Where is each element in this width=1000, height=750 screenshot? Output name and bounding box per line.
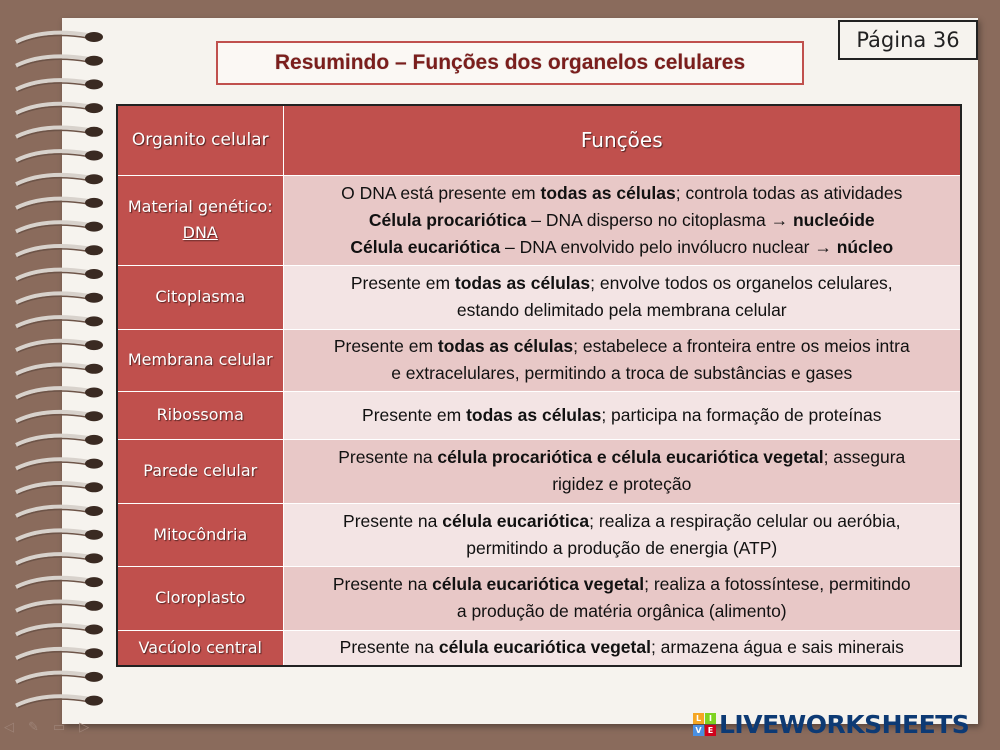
liveworksheets-logo <box>693 710 969 739</box>
logo-block: V <box>693 725 704 736</box>
organelle-label: Material genético: <box>127 197 273 216</box>
organelle-name <box>117 175 283 265</box>
binding-hole <box>85 435 103 445</box>
organelle-name <box>117 391 283 439</box>
function-line <box>292 360 953 387</box>
function-line <box>292 571 953 598</box>
binding-hole <box>85 648 103 658</box>
function-text: ; estabelece a fronteira entre os meios intra <box>573 336 910 356</box>
function-line <box>292 444 953 471</box>
spiral-binding <box>14 22 114 722</box>
header-organelle: Organito celular <box>117 105 283 175</box>
organelle-function <box>283 630 961 666</box>
function-text: permitindo a produção de energia (ATP) <box>466 537 778 558</box>
logo-block: I <box>705 713 716 724</box>
binding-hole <box>85 601 103 611</box>
organelles-table <box>116 104 962 667</box>
function-text-bold: célula procariótica e célula eucariótica vegetal <box>437 447 824 467</box>
binding-hole <box>85 482 103 492</box>
organelle-function <box>283 175 961 265</box>
function-line <box>292 535 953 562</box>
function-text: Presente em <box>362 404 467 425</box>
function-text: – DNA envolvido pelo invólucro nuclear → <box>500 236 837 257</box>
binding-hole <box>85 222 103 232</box>
function-text-bold: todas as células <box>454 273 591 293</box>
function-text: ; realiza a fotossíntese, permitindo <box>644 574 911 594</box>
function-line <box>292 508 953 535</box>
function-text: ; controla todas as atividades <box>675 182 903 203</box>
table-header-row <box>117 105 961 175</box>
table-row <box>117 329 961 391</box>
function-text-bold: célula eucariótica vegetal <box>432 574 645 594</box>
binding-hole <box>85 151 103 161</box>
organelle-name <box>117 439 283 503</box>
binding-hole <box>85 269 103 279</box>
function-text-bold: Célula eucariótica <box>350 236 501 257</box>
function-line <box>292 297 953 324</box>
logo-block: L <box>693 713 704 724</box>
table-row <box>117 503 961 566</box>
edit-icon[interactable]: ✎ <box>28 720 39 735</box>
function-text-bold: célula eucariótica <box>442 510 590 531</box>
binding-hole <box>85 364 103 374</box>
function-line <box>292 598 953 625</box>
function-line <box>292 333 953 360</box>
organelle-function <box>283 439 961 503</box>
organelle-label: Ribossoma <box>156 405 244 424</box>
logo-text: LIVEWORKSHEETS <box>719 710 970 739</box>
organelle-label: Parede celular <box>143 461 258 480</box>
binding-hole <box>85 625 103 635</box>
organelle-name <box>117 265 283 329</box>
binding-hole <box>85 672 103 682</box>
organelle-function <box>283 391 961 439</box>
organelle-function <box>283 329 961 391</box>
organelle-function <box>283 265 961 329</box>
binding-hole <box>85 577 103 587</box>
table-row <box>117 630 961 666</box>
binding-hole <box>85 103 103 113</box>
organelle-label: Cloroplasto <box>155 588 246 607</box>
binding-hole <box>85 530 103 540</box>
binding-hole <box>85 388 103 398</box>
logo-blocks-icon <box>693 713 716 736</box>
function-text: O DNA está presente em <box>341 182 541 203</box>
logo-block: E <box>705 725 716 736</box>
function-text: ; envolve todos os organelos celulares, <box>590 273 893 293</box>
function-text: Presente na <box>332 574 433 594</box>
organelle-label: Membrana celular <box>127 350 273 369</box>
organelle-sublabel: DNA <box>182 223 218 242</box>
table-row <box>117 265 961 329</box>
organelle-name <box>117 566 283 630</box>
organelle-function <box>283 566 961 630</box>
slide-nav <box>4 720 89 735</box>
organelle-name <box>117 329 283 391</box>
function-text-bold: Célula procariótica <box>368 209 527 230</box>
function-text-bold: célula eucariótica vegetal <box>438 637 651 658</box>
page-title: Resumindo – Funções dos organelos celulares <box>216 41 804 85</box>
function-text: Presente em <box>333 336 438 356</box>
function-text-bold: nucleóide <box>792 209 875 230</box>
binding-hole <box>85 174 103 184</box>
function-line <box>292 234 953 261</box>
function-text: rigidez e proteção <box>552 474 692 494</box>
table-row <box>117 175 961 265</box>
function-text-bold: todas as células <box>466 404 602 425</box>
function-text: – DNA disperso no citoplasma → <box>526 209 793 230</box>
binding-hole <box>85 32 103 42</box>
binding-hole <box>85 56 103 66</box>
function-line <box>292 207 953 234</box>
function-text-bold: todas as células <box>437 336 574 356</box>
function-line <box>292 180 953 207</box>
function-text: Presente na <box>338 447 438 467</box>
organelle-name <box>117 630 283 666</box>
function-text: a produção de matéria orgânica (alimento) <box>456 601 787 621</box>
table-row <box>117 566 961 630</box>
function-text: Presente em <box>350 273 455 293</box>
function-text: ; armazena água e sais minerais <box>650 637 904 658</box>
binding-hole <box>85 506 103 516</box>
binding-hole <box>85 459 103 469</box>
function-line <box>292 471 953 498</box>
page-number-badge: Página 36 <box>838 20 978 60</box>
function-text-bold: todas as células <box>540 182 676 203</box>
organelle-name <box>117 503 283 566</box>
binding-hole <box>85 411 103 421</box>
binding-hole <box>85 198 103 208</box>
function-text: e extracelulares, permitindo a troca de substâncias e gases <box>391 363 853 383</box>
header-functions: Funções <box>283 105 961 175</box>
organelle-function <box>283 503 961 566</box>
function-line <box>292 270 953 297</box>
binding-hole <box>85 127 103 137</box>
prev-arrow-icon[interactable]: ◁ <box>4 720 14 735</box>
function-text: ; assegura <box>823 447 906 467</box>
next-arrow-icon[interactable]: ▷ <box>79 720 90 735</box>
binding-hole <box>85 553 103 563</box>
function-text: ; realiza a respiração celular ou aeróbia, <box>589 510 901 531</box>
binding-hole <box>85 340 103 350</box>
binding-hole <box>85 293 103 303</box>
organelle-label: Vacúolo central <box>138 637 262 657</box>
function-text-bold: núcleo <box>836 236 894 257</box>
binding-hole <box>85 245 103 255</box>
function-line <box>292 634 953 661</box>
binding-hole <box>85 696 103 706</box>
table-row <box>117 391 961 439</box>
function-text: estando delimitado pela membrana celular <box>456 300 787 320</box>
function-line <box>292 402 953 429</box>
binding-hole <box>85 316 103 326</box>
table-row <box>117 439 961 503</box>
function-text: Presente na <box>339 637 439 658</box>
organelle-label: Citoplasma <box>155 287 246 306</box>
organelle-label: Mitocôndria <box>153 524 248 544</box>
function-text: Presente na <box>343 510 443 531</box>
binding-hole <box>85 79 103 89</box>
function-text: ; participa na formação de proteínas <box>601 404 882 425</box>
menu-icon[interactable]: ▭ <box>52 720 66 735</box>
